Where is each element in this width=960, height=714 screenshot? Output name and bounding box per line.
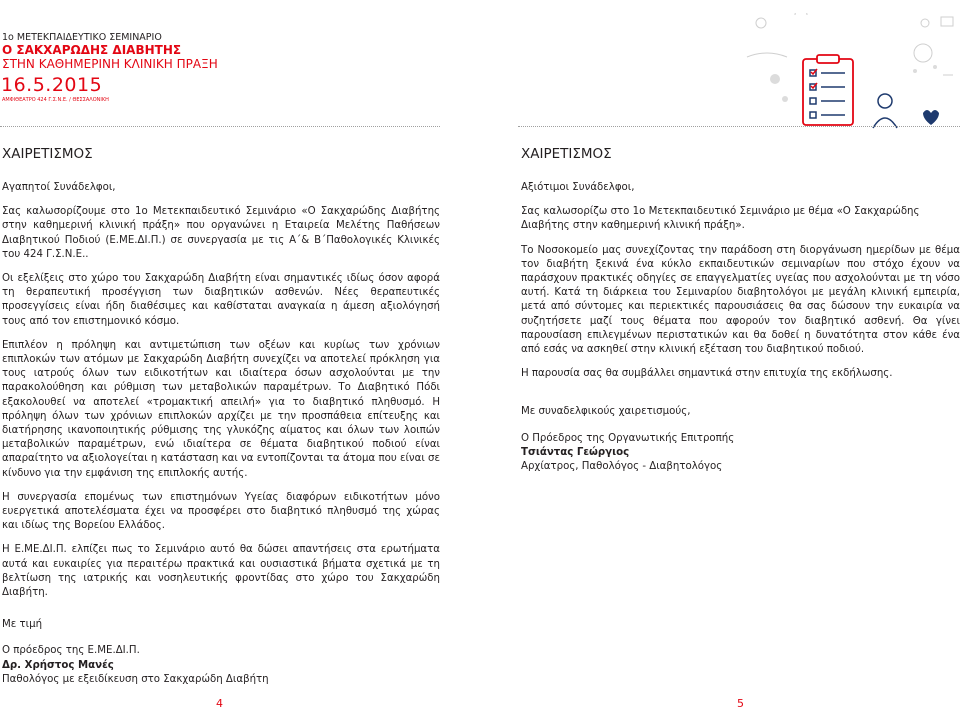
hospital-icon xyxy=(941,17,953,26)
signatory-name: Τσιάντας Γεώργιος xyxy=(521,446,630,458)
paragraph: Η παρουσία σας θα συμβάλλει σημαντικά στην επιτυχία της εκδήλωσης. xyxy=(521,368,893,380)
seminar-venue: ΑΜΦΙΘΕΑΤΡΟ 424 Γ.Σ.Ν.Ε. / ΘΕΣΣΑΛΟΝΙΚΗ xyxy=(2,97,109,103)
doctor-icon xyxy=(873,94,897,128)
paragraph: Η συνεργασία επομένως των επιστημόνων Υγείας διαφόρων ειδικοτήτων μόνο ευεργετικά αποτελέσματα έχει να προσφέρει στο διαβητικό πληθυσμό της χώρας και ιδίως της Βορείου Ελλάδος. xyxy=(2,491,440,532)
signatory-name: Δρ. Χρήστος Μανές xyxy=(2,659,114,671)
page-number: 4 xyxy=(216,697,223,710)
paragraph: Το Νοσοκομείο μας συνεχίζοντας την παράδοση στη διοργάνωση ημερίδων με θέμα τον διαβήτη ξεκινά ένα κύκλο εκπαιδευτικών σεμιναρίων που στόχο έχουν να παράσχουν πρακτικές οδηγίες σε επαγγελματίες υγείας που ασχολούνται με τη νόσο αυτή. Κατά τη διάρκεια του Σεμιναρίου διαβητολόγοι με μεγάλη κλινική εμπειρία, μετά από σύντομες και περιεκτικές παρουσιάσεις θα σας δώσουν την ευκαιρία να συζητήσετε μαζί τους θέματα που αφορούν τον διαβητικό ασθενή. Θα γίνει παρουσίαση επιλεγμένων περιστατικών και θα δοθεί η δυνατότητα στον κάθε ένα από εσάς να ασκηθεί στην κλινική εξέταση του διαβητικού ποδιού. xyxy=(521,244,960,356)
seminar-title-line2: ΣΤΗΝ ΚΑΘΗΜΕΡΙΝΗ ΚΛΙΝΙΚΗ ΠΡΑΞΗ xyxy=(2,57,218,71)
stethoscope-icon xyxy=(756,18,766,28)
paragraph: Σας καλωσορίζω στο 1ο Μετεκπαιδευτικό Σεμινάριο με θέμα «Ο Σακχαρώδης Διαβήτης στην καθημερινή κλινική πράξη». xyxy=(521,206,920,232)
paragraph: Σας καλωσορίζουμε στο 1ο Μετεκπαιδευτικό Σεμινάριο «Ο Σακχαρώδης Διαβήτης στην καθημερινή κλινική πράξη» που οργανώνει η Εταιρεία Μελέτης Παθήσεων Διαβητικού Ποδιού (Ε.ΜΕ.ΔΙ.Π.) σε συνεργασία με τις Α΄& Β΄Παθολογικές Κλινικές του 424 Γ.Σ.Ν.Ε.. xyxy=(2,206,440,260)
scale-icon xyxy=(914,44,932,62)
signatory-role: Ο πρόεδρος της Ε.ΜΕ.ΔΙ.Π. xyxy=(2,645,140,657)
greeting-column-right xyxy=(521,146,960,474)
divider-right xyxy=(518,126,960,127)
seminar-date: 16.5.2015 xyxy=(1,74,103,96)
signatory-role: Ο Πρόεδρος της Οργανωτικής Επιτροπής xyxy=(521,432,735,444)
phone-icon xyxy=(921,19,929,27)
paragraph: Η Ε.ΜΕ.ΔΙ.Π. ελπίζει πως το Σεμινάριο αυτό θα δώσει απαντήσεις στα ερωτήματα αυτά και ευκαιρίες για περαιτέρω πρακτικά και ουσιαστικά βήματα σχετικά με τη βελτίωση της ιατρικής και νοσηλευτικής φροντίδας στο χώρο του Σακχαρώδη Διαβήτη. xyxy=(2,544,440,599)
greeting-column-left xyxy=(2,146,440,687)
closing: Με συναδελφικούς χαιρετισμούς, xyxy=(521,406,691,418)
divider-left xyxy=(0,126,440,127)
clipboard-icon xyxy=(803,55,853,125)
section-title: ΧΑΙΡΕΤΙΣΜΟΣ xyxy=(2,146,93,162)
seminar-subtitle: 1ο ΜΕΤΕΚΠΑΙΔΕΥΤΙΚΟ ΣΕΜΙΝΑΡΙΟ xyxy=(2,32,162,43)
medical-illustration xyxy=(745,13,960,131)
signatory-position: Αρχίατρος, Παθολόγος - Διαβητολόγος xyxy=(521,461,723,473)
paragraph: Οι εξελίξεις στο χώρο του Σακχαρώδη Διαβήτη είναι σημαντικές ιδίως όσον αφορά τη θεραπευτική προσέγγιση των διαβητικών ασθενών. Νέες θεραπευτικές προσεγγίσεις είναι ήδη διαθέσιμες και καθίσταται αναγκαία η άμεση αξιολόγησή τους από τον επιστημονικό κόσμο. xyxy=(2,273,440,327)
section-title: ΧΑΙΡΕΤΙΣΜΟΣ xyxy=(521,146,612,162)
signatory-position: Παθολόγος με εξειδίκευση στο Σακχαρώδη Διαβήτη xyxy=(2,673,269,685)
heart-icon xyxy=(923,110,939,125)
seminar-title: Ο ΣΑΚΧΑΡΩΔΗΣ ΔΙΑΒΗΤΗΣ xyxy=(2,43,182,57)
greeting: Αγαπητοί Συνάδελφοι, xyxy=(2,182,116,193)
closing: Με τιμή xyxy=(2,619,43,631)
paragraph: Επιπλέον η πρόληψη και αντιμετώπιση των οξέων και κυρίως των χρόνιων επιπλοκών των ατόμων με Σακχαρώδη Διαβήτη συνεχίζει να αποτελεί πρόκληση για τους ιατρούς όλων των ειδικοτήτων και ιδιαίτερα όσων ασχολούνται με την παρακολούθηση και ρύθμιση των μεταβολικών παραμέτρων. Το Διαβητικό Πόδι εξακολουθεί να αποτελεί «τρομακτική απειλή» για το διαβητικό πληθυσμό. Η πρόληψη όλων των χρόνιων επιπλοκών αρχίζει με την προσπάθεια επίτευξης και διατήρησης ικανοποιητικής ρύθμισης της γλυκόζης αίματος και όλων των λοιπών μεταβολικών παραμέτρων, ενώ ιδιαίτερα σε θέματα διαβητικού ποδιού είναι απαραίτητο να αξιολογείται η κατάσταση και να εντοπίζονται τα άτομα που είναι σε κίνδυνο για την εμφάνιση της επιπλοκής αυτής. xyxy=(2,339,440,479)
greeting: Αξιότιμοι Συνάδελφοι, xyxy=(521,182,635,193)
page-number: 5 xyxy=(737,697,744,710)
